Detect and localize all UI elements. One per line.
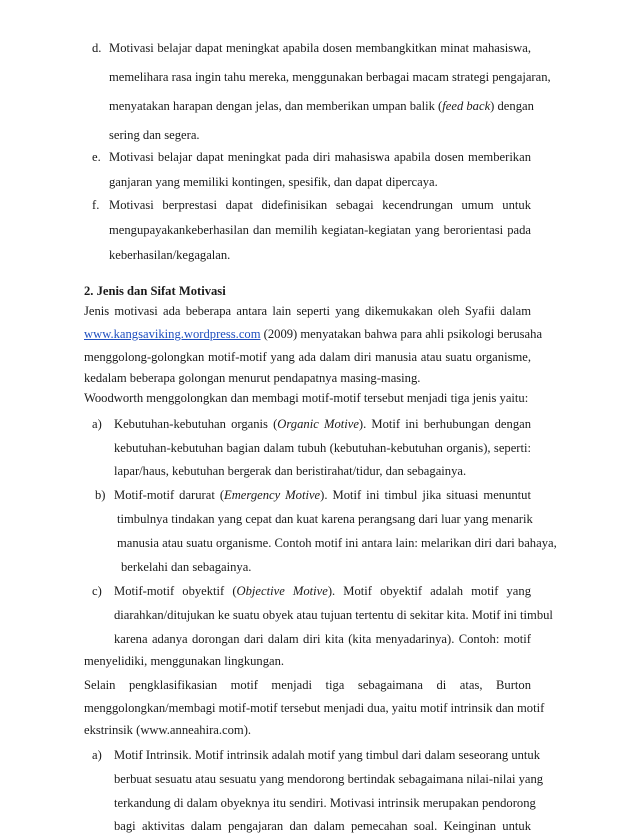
list-marker-e: e. [92, 150, 101, 164]
intro-line-4: kedalam beberapa golongan menurut pendapatnya masing-masing. [84, 371, 421, 385]
list-marker-f: f. [92, 198, 100, 212]
motive-a-line-1 [114, 416, 531, 432]
intro-line-1: Jenis motivasi ada beberapa antara lain seperti yang dikemukakan oleh Syafii dalam [84, 304, 531, 318]
list-item-d-line-2: memelihara rasa ingin tahu mereka, menggunakan berbagai macam strategi pengajaran, [109, 70, 551, 84]
motive-a-line-2: kebutuhan-kebutuhan bagian dalam tubuh (kebutuhan-kebutuhan organis), seperti: [114, 441, 531, 455]
intrinsic-marker: a) [92, 748, 102, 762]
motive-b-line-1 [114, 487, 531, 503]
list-item-d-line-4: sering dan segera. [109, 128, 200, 142]
intrinsic-line-4: bagi aktivitas dalam pengajaran dan dalam pemecahan soal. Keinginan untuk [114, 819, 531, 833]
text-run: ). Motif obyektif adalah motif yang [327, 584, 531, 598]
motive-marker-c: c) [92, 584, 102, 598]
list-item-d-line-3 [109, 98, 534, 114]
list-item-d-line-1: Motivasi belajar dapat meningkat apabila dosen membangkitkan minat mahasiswa, [109, 41, 531, 55]
text-run: ) dengan [490, 99, 534, 113]
text-run: (2009) menyatakan bahwa para ahli psikologi berusaha [260, 327, 543, 341]
burton-line-2: menggolongkan/membagi motif-motif tersebut menjadi dua, yaitu motif intrinsik dan motif [84, 701, 545, 715]
motive-b-line-4: berkelahi dan sebagainya. [121, 560, 252, 574]
list-item-f-line-3: keberhasilan/kegagalan. [109, 248, 231, 262]
motive-c-line-2: diarahkan/ditujukan ke suatu obyek atau tujuan tertentu di sekitar kita. Motif ini timbul [114, 608, 553, 622]
kangsaviking-link[interactable]: www.kangsaviking.wordpress.com [84, 327, 261, 341]
text-run: menyatakan harapan dengan jelas, dan memberikan umpan balik ( [109, 99, 443, 113]
list-item-f-line-2: mengupayakankeberhasilan dan memilih kegiatan-kegiatan yang berorientasi pada [109, 223, 531, 237]
list-item-f-line-1: Motivasi berprestasi dapat didefinisikan sebagai kecendrungan umum untuk [109, 198, 531, 212]
motive-c-line-1 [114, 583, 531, 599]
italic-term: Organic Motive [277, 417, 359, 431]
italic-term: feed back [442, 99, 491, 113]
motive-a-line-3: lapar/haus, kebutuhan bergerak dan beristirahat/tidur, dan sebagainya. [114, 464, 467, 478]
motive-b-line-3: manusia atau suatu organisme. Contoh motif ini antara lain: melarikan diri dari bahaya, [117, 536, 557, 550]
text-run: ). Motif ini timbul jika situasi menuntut [320, 488, 531, 502]
section-heading: 2. Jenis dan Sifat Motivasi [84, 284, 226, 298]
intrinsic-line-2: berbuat sesuatu atau sesuatu yang mendorong bertindak sebagaimana nilai-nilai yang [114, 772, 544, 786]
motive-c-line-3: karena adanya dorongan dari dalam diri kita (kita menyadarinya). Contoh: motif [114, 632, 531, 646]
text-run: Motif-motif obyektif ( [114, 584, 237, 598]
motive-marker-b: b) [95, 488, 106, 502]
italic-term: Objective Motive [236, 584, 328, 598]
motive-marker-a: a) [92, 417, 102, 431]
motive-b-line-2: timbulnya tindakan yang cepat dan kuat karena perangsang dari luar yang menarik [117, 512, 533, 526]
intrinsic-line-3: terkandung di dalam obyeknya itu sendiri. Motivasi intrinsik merupakan pendorong [114, 796, 536, 810]
text-run: ). Motif ini berhubungan dengan [358, 417, 531, 431]
after-motives-line: menyelidiki, menggunakan lingkungan. [84, 654, 285, 668]
list-item-e-line-2: ganjaran yang memiliki kontingen, spesifik, dan dapat dipercaya. [109, 175, 438, 189]
woodworth-sentence: Woodworth menggolongkan dan membagi motif-motif tersebut menjadi tiga jenis yaitu: [84, 391, 529, 405]
text-run: Motif-motif darurat ( [114, 488, 225, 502]
intrinsic-line-1: Motif Intrinsik. Motif intrinsik adalah motif yang timbul dari dalam seseorang untuk [114, 748, 541, 762]
list-item-e-line-1: Motivasi belajar dapat meningkat pada diri mahasiswa apabila dosen memberikan [109, 150, 531, 164]
text-run: Kebutuhan-kebutuhan organis ( [114, 417, 278, 431]
burton-line-3: ekstrinsik (www.anneahira.com). [84, 723, 252, 737]
intro-line-2 [84, 326, 543, 342]
burton-line-1: Selain pengklasifikasian motif menjadi tiga sebagaimana di atas, Burton [84, 678, 531, 692]
intro-line-3: menggolong-golongkan motif-motif yang ada dalam diri manusia atau suatu organisme, [84, 350, 531, 364]
italic-term: Emergency Motive [224, 488, 321, 502]
list-marker-d: d. [92, 41, 102, 55]
